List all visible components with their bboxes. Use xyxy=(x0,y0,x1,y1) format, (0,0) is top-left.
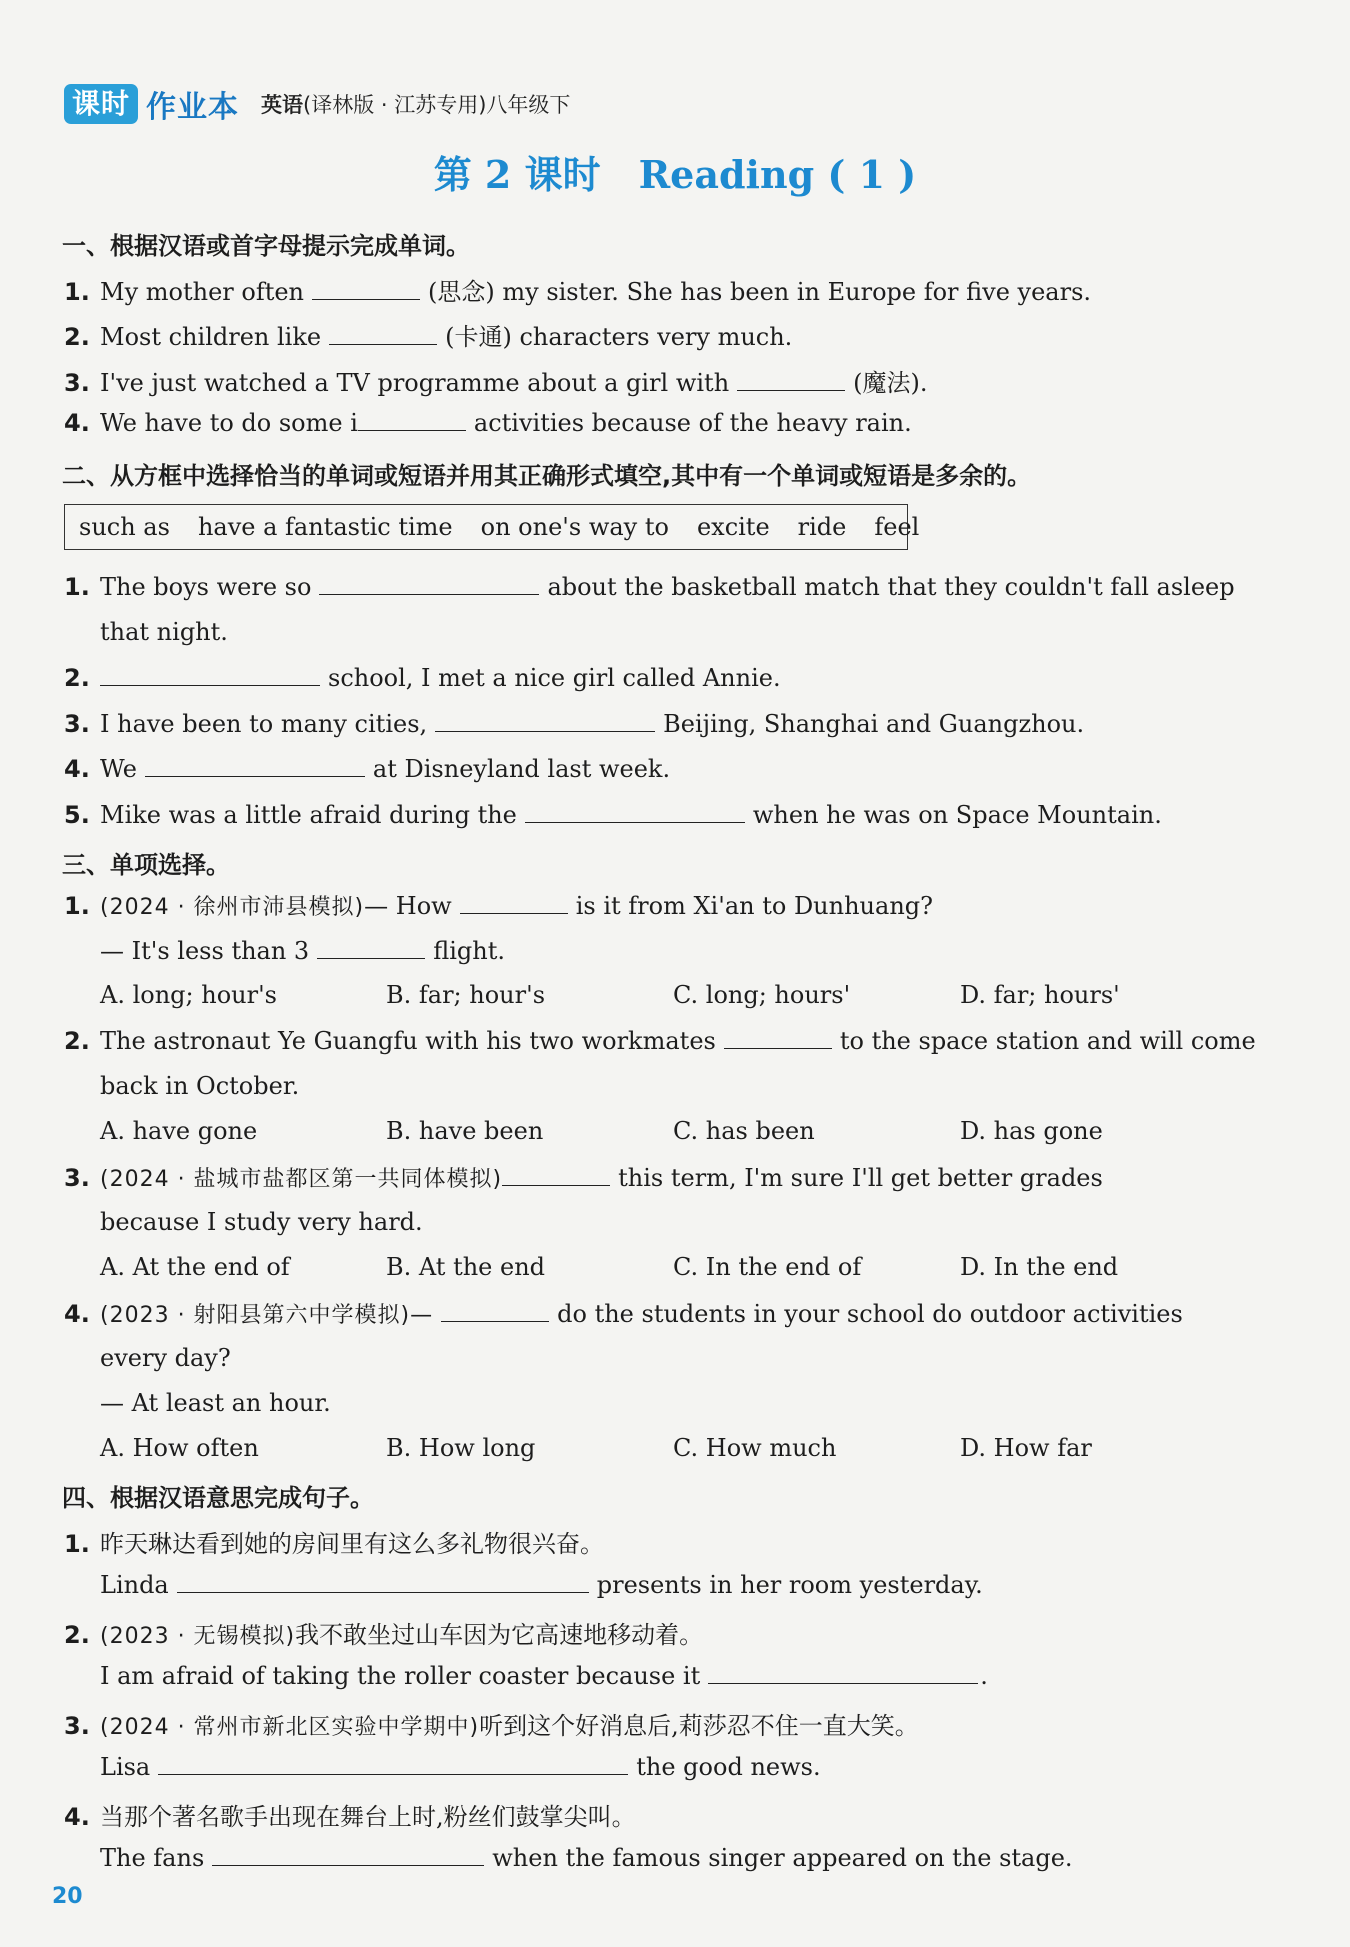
s1-item xyxy=(64,363,928,398)
lesson-title: 第 2 课时 Reading ( 1 ) xyxy=(433,152,917,197)
item-text: The astronaut Ye Guangfu with his two workmates xyxy=(100,1027,716,1055)
s4-item-chinese xyxy=(64,1524,604,1559)
item-text: I've just watched a TV programme about a girl with xyxy=(100,369,730,397)
chinese-sentence: 我不敢坐过山车因为它高速地移动着。 xyxy=(295,1621,704,1649)
answer-blank[interactable] xyxy=(329,322,437,345)
answer-blank[interactable] xyxy=(441,1299,549,1322)
s2-item xyxy=(64,572,1235,601)
s2-item xyxy=(64,800,1162,829)
answer-blank[interactable] xyxy=(317,936,425,959)
answer-blank[interactable] xyxy=(525,800,745,823)
item-number: 1. xyxy=(64,573,90,601)
item-number: 3. xyxy=(64,369,90,397)
mc-question-line: because I study very hard. xyxy=(100,1208,423,1236)
item-text: is it from Xi'an to Dunhuang? xyxy=(575,892,934,920)
option-b[interactable]: B. far; hour's xyxy=(386,981,546,1009)
item-text: (卡通) characters very much. xyxy=(445,323,793,351)
item-text: My mother often xyxy=(100,278,305,306)
item-number: 3. xyxy=(64,1712,90,1740)
item-text: . xyxy=(980,1662,988,1690)
item-number: 4. xyxy=(64,409,90,437)
item-text: — It's less than 3 xyxy=(100,937,310,965)
word-bank-item: excite xyxy=(696,513,770,541)
s4-item-english xyxy=(100,1752,821,1781)
answer-blank[interactable] xyxy=(737,368,845,391)
answer-blank[interactable] xyxy=(358,408,466,431)
item-text: activities because of the heavy rain. xyxy=(473,409,912,437)
option-a[interactable]: A. At the end of xyxy=(100,1253,290,1281)
s4-item-chinese xyxy=(64,1797,636,1832)
item-text: do the students in your school do outdoor activities xyxy=(557,1300,1183,1328)
item-number: 1. xyxy=(64,1530,90,1558)
series-info xyxy=(261,89,570,119)
option-d[interactable]: D. has gone xyxy=(960,1117,1103,1145)
s4-item-chinese xyxy=(64,1706,919,1741)
item-number: 5. xyxy=(64,801,90,829)
item-text: the good news. xyxy=(636,1753,821,1781)
s2-item xyxy=(64,709,1084,738)
s2-item-continued: that night. xyxy=(100,618,228,646)
mc-question-line: every day? xyxy=(100,1344,231,1372)
option-c[interactable]: C. How much xyxy=(673,1434,837,1462)
item-text: I have been to many cities, xyxy=(100,710,428,738)
chinese-sentence: 当那个著名歌手出现在舞台上时,粉丝们鼓掌尖叫。 xyxy=(100,1803,636,1831)
item-text: when the famous singer appeared on the stage. xyxy=(492,1844,1073,1872)
answer-blank[interactable] xyxy=(435,709,655,732)
option-c[interactable]: C. long; hours' xyxy=(673,981,851,1009)
answer-blank[interactable] xyxy=(724,1026,832,1049)
item-text: at Disneyland last week. xyxy=(372,755,671,783)
item-text: to the space station and will come xyxy=(839,1027,1256,1055)
option-b[interactable]: B. How long xyxy=(386,1434,536,1462)
item-text: Mike was a little afraid during the xyxy=(100,801,517,829)
item-text: Most children like xyxy=(100,323,322,351)
option-a[interactable]: A. How often xyxy=(100,1434,259,1462)
item-text: — How xyxy=(364,892,452,920)
item-text: We xyxy=(100,755,137,783)
item-text: Beijing, Shanghai and Guangzhou. xyxy=(663,710,1085,738)
item-number: 4. xyxy=(64,1803,90,1831)
item-number: 2. xyxy=(64,664,90,692)
page-number: 20 xyxy=(52,1884,83,1909)
answer-blank[interactable] xyxy=(177,1570,589,1593)
subject-label: 英语 xyxy=(261,93,304,117)
item-text: The boys were so xyxy=(100,573,312,601)
item-text: I am afraid of taking the roller coaster because it xyxy=(100,1662,701,1690)
chinese-sentence: 昨天琳达看到她的房间里有这么多礼物很兴奋。 xyxy=(100,1530,604,1558)
brand-logo-text: 作业本 xyxy=(146,90,240,125)
s4-item-english xyxy=(100,1570,983,1599)
book-header xyxy=(64,82,570,126)
answer-blank[interactable] xyxy=(100,663,320,686)
item-text: this term, I'm sure I'll get better grades xyxy=(618,1164,1103,1192)
option-b[interactable]: B. have been xyxy=(386,1117,544,1145)
answer-blank[interactable] xyxy=(502,1163,610,1186)
option-d[interactable]: D. How far xyxy=(960,1434,1092,1462)
item-text: flight. xyxy=(433,937,505,965)
answer-blank[interactable] xyxy=(145,754,365,777)
word-bank-item: such as xyxy=(79,513,170,541)
item-text: presents in her room yesterday. xyxy=(596,1571,983,1599)
item-number: 2. xyxy=(64,1621,90,1649)
option-b[interactable]: B. At the end xyxy=(386,1253,546,1281)
option-d[interactable]: D. far; hours' xyxy=(960,981,1120,1009)
option-d[interactable]: D. In the end xyxy=(960,1253,1119,1281)
mc-question xyxy=(64,1298,1183,1329)
question-source: (2023 · 无锡模拟) xyxy=(100,1624,296,1649)
item-text: We have to do some i xyxy=(100,409,358,437)
word-bank-item: ride xyxy=(797,513,847,541)
section-2-heading: 二、从方框中选择恰当的单词或短语并用其正确形式填空,其中有一个单词或短语是多余的。 xyxy=(62,462,1032,490)
s2-item xyxy=(64,663,781,692)
word-bank-box xyxy=(64,504,920,550)
option-a[interactable]: A. long; hour's xyxy=(100,981,277,1009)
question-source: (2024 · 盐城市盐都区第一共同体模拟) xyxy=(100,1167,503,1192)
series-label: (译林版 · 江苏专用)八年级下 xyxy=(303,93,571,117)
item-text: Linda xyxy=(100,1571,169,1599)
s1-item xyxy=(64,317,792,352)
item-number: 2. xyxy=(64,323,90,351)
s2-item xyxy=(64,754,670,783)
item-number: 4. xyxy=(64,755,90,783)
chinese-sentence: 听到这个好消息后,莉莎忍不住一直大笑。 xyxy=(479,1712,919,1740)
option-a[interactable]: A. have gone xyxy=(100,1117,258,1145)
item-text: about the basketball match that they couldn't fall asleep xyxy=(547,573,1235,601)
item-number: 4. xyxy=(64,1300,90,1328)
brand-logo-tile: 课时 xyxy=(64,84,138,124)
item-text: when he was on Space Mountain. xyxy=(752,801,1162,829)
word-bank-item: on one's way to xyxy=(480,513,669,541)
item-text: school, I met a nice girl called Annie. xyxy=(328,664,781,692)
mc-question xyxy=(64,890,933,921)
option-c[interactable]: C. has been xyxy=(673,1117,815,1145)
section-1-heading: 一、根据汉语或首字母提示完成单词。 xyxy=(62,232,470,260)
s1-item xyxy=(64,408,912,437)
item-number: 1. xyxy=(64,892,90,920)
item-number: 3. xyxy=(64,1164,90,1192)
question-source: (2024 · 常州市新北区实验中学期中) xyxy=(100,1715,480,1740)
answer-blank[interactable] xyxy=(708,1661,978,1684)
answer-blank[interactable] xyxy=(460,891,568,914)
s4-item-english xyxy=(100,1661,988,1690)
word-bank-item: have a fantastic time xyxy=(197,513,453,541)
option-c[interactable]: C. In the end of xyxy=(673,1253,862,1281)
answer-blank[interactable] xyxy=(319,572,539,595)
item-text: The fans xyxy=(100,1844,205,1872)
question-source: (2023 · 射阳县第六中学模拟)— xyxy=(100,1303,434,1328)
section-3-heading: 三、单项选择。 xyxy=(62,851,230,879)
section-4-heading: 四、根据汉语意思完成句子。 xyxy=(62,1484,374,1512)
s1-item xyxy=(64,272,1091,307)
answer-blank[interactable] xyxy=(312,277,420,300)
mc-question-line xyxy=(100,936,505,965)
mc-question-line: back in October. xyxy=(100,1072,300,1100)
answer-blank[interactable] xyxy=(158,1752,628,1775)
s4-item-chinese xyxy=(64,1615,703,1650)
item-number: 3. xyxy=(64,710,90,738)
mc-question xyxy=(64,1162,1103,1193)
question-source: (2024 · 徐州市沛县模拟) xyxy=(100,895,365,920)
answer-blank[interactable] xyxy=(212,1843,484,1866)
mc-question-line: — At least an hour. xyxy=(100,1389,331,1417)
item-number: 2. xyxy=(64,1027,90,1055)
item-text: (思念) my sister. She has been in Europe for five years. xyxy=(428,278,1092,306)
item-text: Lisa xyxy=(100,1753,151,1781)
word-bank-item: feel xyxy=(874,513,920,541)
mc-question xyxy=(64,1026,1256,1055)
item-number: 1. xyxy=(64,278,90,306)
item-text: (魔法). xyxy=(853,369,928,397)
s4-item-english xyxy=(100,1843,1073,1872)
